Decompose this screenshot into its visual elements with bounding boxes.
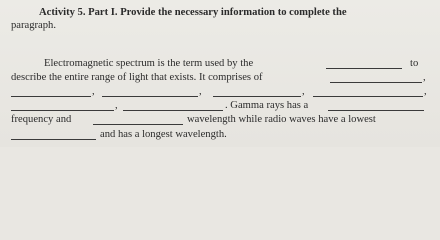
blank-8[interactable] [123,110,223,111]
separator: , [424,86,427,97]
blank-2[interactable] [330,82,422,83]
paragraph-line-5b: wavelength while radio waves have a lowest [187,114,376,125]
paragraph-line-2-end: , [423,72,426,83]
paragraph-line-2: describe the entire range of light that exists. It comprises of [11,72,263,83]
blank-4[interactable] [102,96,198,97]
activity-title: Activity 5. Part I. Provide the necessary information to complete the [39,7,347,18]
blank-5[interactable] [213,96,301,97]
separator: , [115,100,118,111]
blank-11[interactable] [11,139,96,140]
blank-9[interactable] [328,110,424,111]
blank-10[interactable] [93,124,183,125]
paragraph-line-5a: frequency and [11,114,72,125]
paragraph-line-4: . Gamma rays has a [225,100,309,111]
paragraph-line-1: Electromagnetic spectrum is the term used by the [44,58,254,69]
paragraph-line-1-end: to [410,58,419,69]
blank-7[interactable] [11,110,114,111]
paragraph-line-6: and has a longest wavelength. [100,129,227,140]
separator: , [199,86,202,97]
blank-6[interactable] [313,96,423,97]
blank-1[interactable] [326,68,402,69]
activity-title-continued: paragraph. [11,20,56,31]
separator: , [302,86,305,97]
blank-3[interactable] [11,96,91,97]
separator: , [92,86,95,97]
